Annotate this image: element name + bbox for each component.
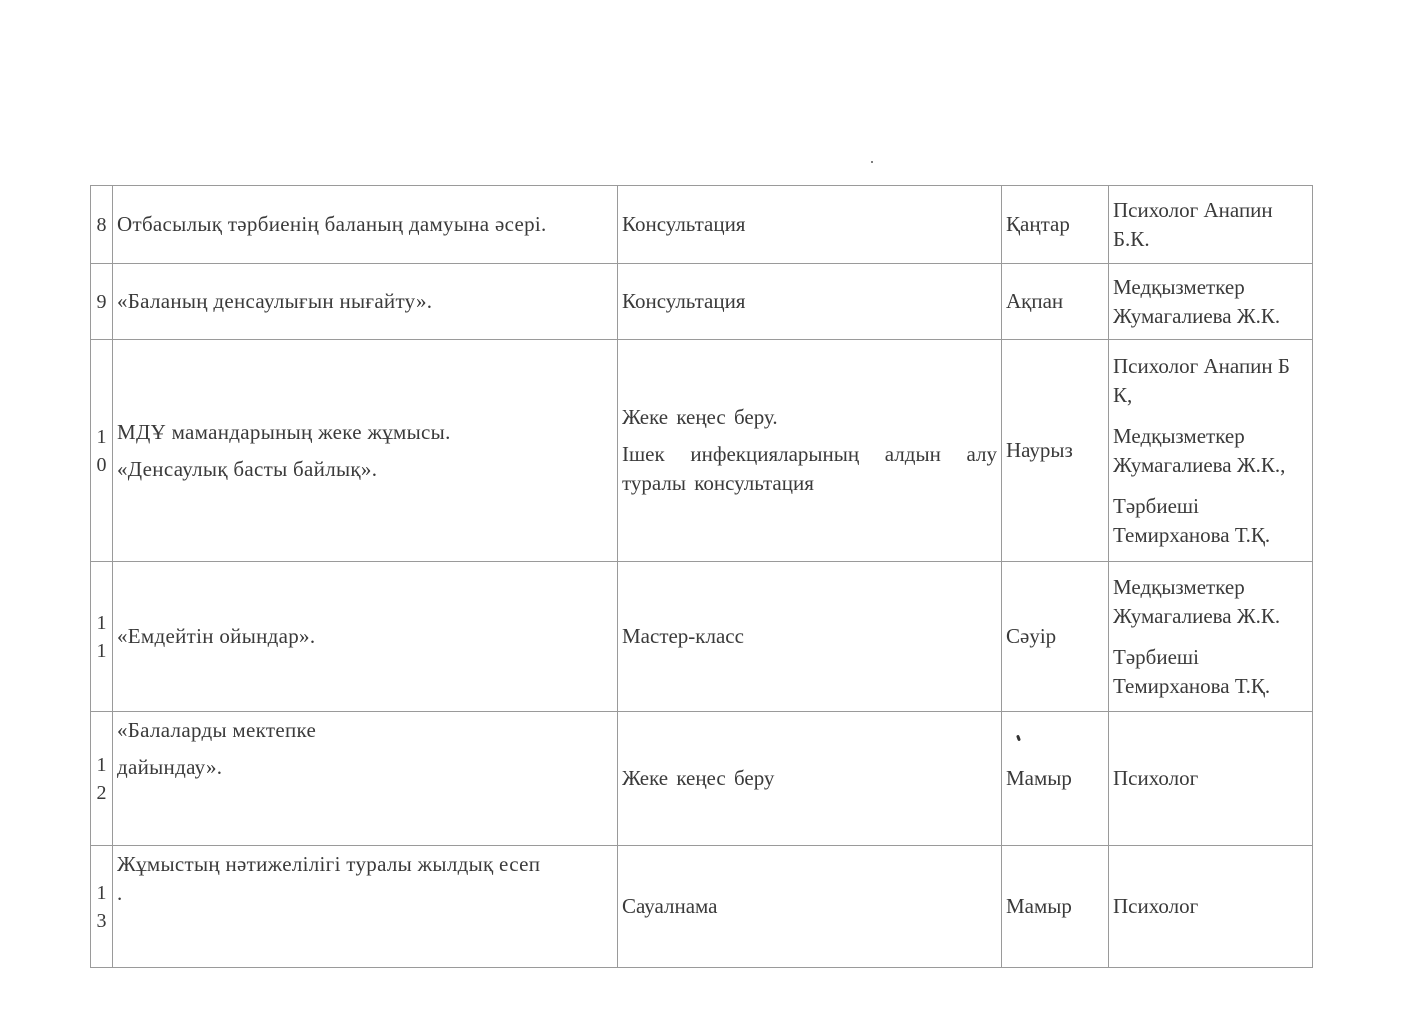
month-cell: Мамыр [1002,712,1109,846]
form-text: Консультация [622,289,746,313]
month-cell: Мамыр [1002,846,1109,968]
topic-text: «Балаларды мектепке [117,718,317,742]
scan-speck [871,161,873,163]
row-number [91,340,113,562]
form-text: Жеке кеңес беру [622,766,775,790]
responsible-text: Медқызметкер Жумагалиева Ж.К. [1113,274,1281,328]
table-row [91,846,1313,968]
responsible-text: Тәрбиеші Темирханова Т.Қ. [1113,493,1271,547]
topic-text: «Емдейтін ойындар». [117,624,316,648]
responsible-text: Психолог Анапин Б.К. [1113,197,1273,251]
row-number [91,562,113,712]
responsible-cell [1109,264,1313,340]
form-cell [618,340,1002,562]
responsible-text: Психолог Анапин Б К, [1113,353,1290,407]
row-number-digit: 9 [96,290,107,313]
form-text: Консультация [622,212,746,236]
form-text: Ішек инфекцияларының алдын алу туралы консультация [622,442,997,495]
table-row [91,562,1313,712]
form-cell [618,562,1002,712]
topic-cell [113,186,618,264]
topic-text: МДҰ мамандарының жеке жұмысы. [117,419,451,444]
row-number-digit: 2 [96,781,107,804]
topic-text: «Денсаулық басты байлық». [117,456,378,481]
responsible-text: Психолог [1113,766,1199,790]
form-text: Сауалнама [622,894,718,918]
row-number [91,846,113,968]
row-number [91,186,113,264]
responsible-text: Медқызметкер Жумагалиева Ж.К. [1113,574,1281,628]
responsible-text: Психолог [1113,894,1199,918]
form-cell [618,186,1002,264]
row-number-digit: 1 [96,881,107,904]
row-number-digit: 8 [96,213,107,236]
row-number-digit: 1 [96,611,107,634]
row-number [91,264,113,340]
table-row [91,712,1313,846]
form-cell [618,846,1002,968]
form-cell [618,264,1002,340]
responsible-cell [1109,562,1313,712]
responsible-text: Медқызметкер Жумагалиева Ж.К., [1113,423,1286,477]
responsible-cell [1109,340,1313,562]
table-row [91,264,1313,340]
topic-text: дайындау». [117,755,223,779]
form-cell [618,712,1002,846]
topic-cell [113,846,618,968]
topic-text: . [117,881,123,905]
row-number-digit: 1 [96,425,107,448]
topic-cell [113,562,618,712]
topic-cell [113,712,618,846]
row-number-digit: 1 [96,639,107,662]
topic-text: «Баланың денсаулығын нығайту». [117,289,433,313]
topic-text: Отбасылық тәрбиенің баланың дамуына әсері. [117,212,547,236]
form-text: Мастер-класс [622,624,744,648]
row-number-digit: 0 [96,453,107,476]
responsible-text: Тәрбиеші Темирханова Т.Қ. [1113,644,1271,698]
table-row [91,340,1313,562]
responsible-cell [1109,712,1313,846]
month-cell: Ақпан [1002,264,1109,340]
topic-cell [113,340,618,562]
row-number [91,712,113,846]
month-cell: Наурыз [1002,340,1109,562]
responsible-cell [1109,846,1313,968]
month-cell: Қаңтар [1002,186,1109,264]
form-text: Жеке кеңес беру. [622,405,778,429]
month-cell: Сәуір [1002,562,1109,712]
topic-cell [113,264,618,340]
topic-text: Жұмыстың нәтижелілігі туралы жылдық есеп [117,852,541,876]
row-number-digit: 3 [96,909,107,932]
responsible-cell [1109,186,1313,264]
table-row [91,186,1313,264]
row-number-digit: 1 [96,753,107,776]
events-table [90,185,1313,968]
